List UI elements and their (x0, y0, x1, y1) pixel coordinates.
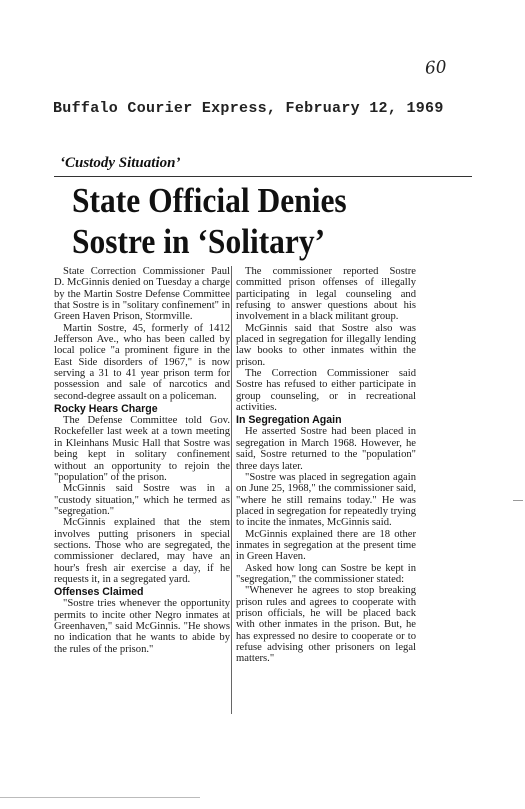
headline-line-2: Sostre in ‘Solitary’ (72, 222, 326, 261)
subhead-rocky-hears-charge: Rocky Hears Charge (54, 403, 158, 416)
article-paragraph: McGinnis explained that the stem involves putting prisoners in special sections. Those who are segregated, the commissioner declared, may have an hour's fresh air exercise a day, if he requests it, in a segregated yard. (54, 517, 230, 585)
article-paragraph: "Whenever he agrees to stop breaking prison rules and agrees to cooperate with prison officials, he will be placed back with other inmates in the prison. But, he has expressed no desire to cooperate or to refuse advising other prisoners on legal matters." (236, 585, 416, 665)
source-line: Buffalo Courier Express, February 12, 1969 (53, 100, 444, 117)
article-paragraph: Asked how long can Sostre be kept in "segregation," the commissioner stated: (236, 562, 416, 585)
headline-line-1: State Official Denies (72, 181, 347, 220)
article-paragraph: The Correction Commissioner said Sostre has refused to either participate in group counseling, or in recreational activities. (236, 368, 416, 414)
handwritten-page-number: 60 (424, 57, 448, 79)
kicker-label: ‘Custody Situation’ (60, 155, 181, 171)
scan-edge-mark (513, 500, 523, 501)
subhead-offenses-claimed: Offenses Claimed (54, 586, 144, 599)
article-paragraph: "Sostre tries whenever the opportunity permits to incite other Negro inmates at Greenhaven," said McGinnis. "He shows no indication that he wants to abide by the rules of the prison." (54, 598, 230, 655)
column-divider (231, 266, 232, 714)
article-paragraph: The commissioner reported Sostre committed prison offenses of illegally participating in legal counseling and refusing to answer questions about his involvement in a black militant group. (236, 266, 416, 323)
article-paragraph: The Defense Committee told Gov. Rockefeller last week at a town meeting in Kleinhans Music Hall that Sostre was being kept in solitary confinement without an opportunity to rejoin the "population" of the prison. (54, 415, 230, 483)
article-paragraph: McGinnis said that Sostre also was placed in segregation for illegally lending law books to other inmates within the prison. (236, 322, 416, 368)
headline (72, 180, 432, 262)
article-right-column (236, 266, 416, 665)
article-paragraph: He asserted Sostre had been placed in segregation in March 1968. However, he said, Sostre returned to the "population" three days later. (236, 426, 416, 472)
article-paragraph: Martin Sostre, 45, formerly of 1412 Jefferson Ave., who has been called by local police "a prominent figure in the East Side disorders of 1967," is now serving a 31 to 41 year prison term for possession and sale of narcotics and second-degree assault on a policeman. (54, 322, 230, 402)
article-paragraph: McGinnis said Sostre was in a "custody situation," which he termed as "segregation." (54, 483, 230, 517)
scan-bottom-rule (0, 797, 200, 798)
article-left-column (54, 266, 230, 655)
article-paragraph: State Correction Commissioner Paul D. McGinnis denied on Tuesday a charge by the Martin Sostre Defense Committee that Sostre is in "solitary confinement" in Green Haven Prison, Stormville. (54, 266, 230, 323)
headline-rule (54, 176, 472, 177)
article-paragraph: "Sostre was placed in segregation again on June 25, 1968," the commissioner said, "where he still remains today." He was placed in segregation for repeatedly trying to incite the inmates, McGinnis said. (236, 471, 416, 529)
subhead-in-segregation-again: In Segregation Again (236, 414, 342, 427)
article-paragraph: McGinnis explained there are 18 other inmates in segregation at the present time in Green Haven. (236, 528, 416, 563)
